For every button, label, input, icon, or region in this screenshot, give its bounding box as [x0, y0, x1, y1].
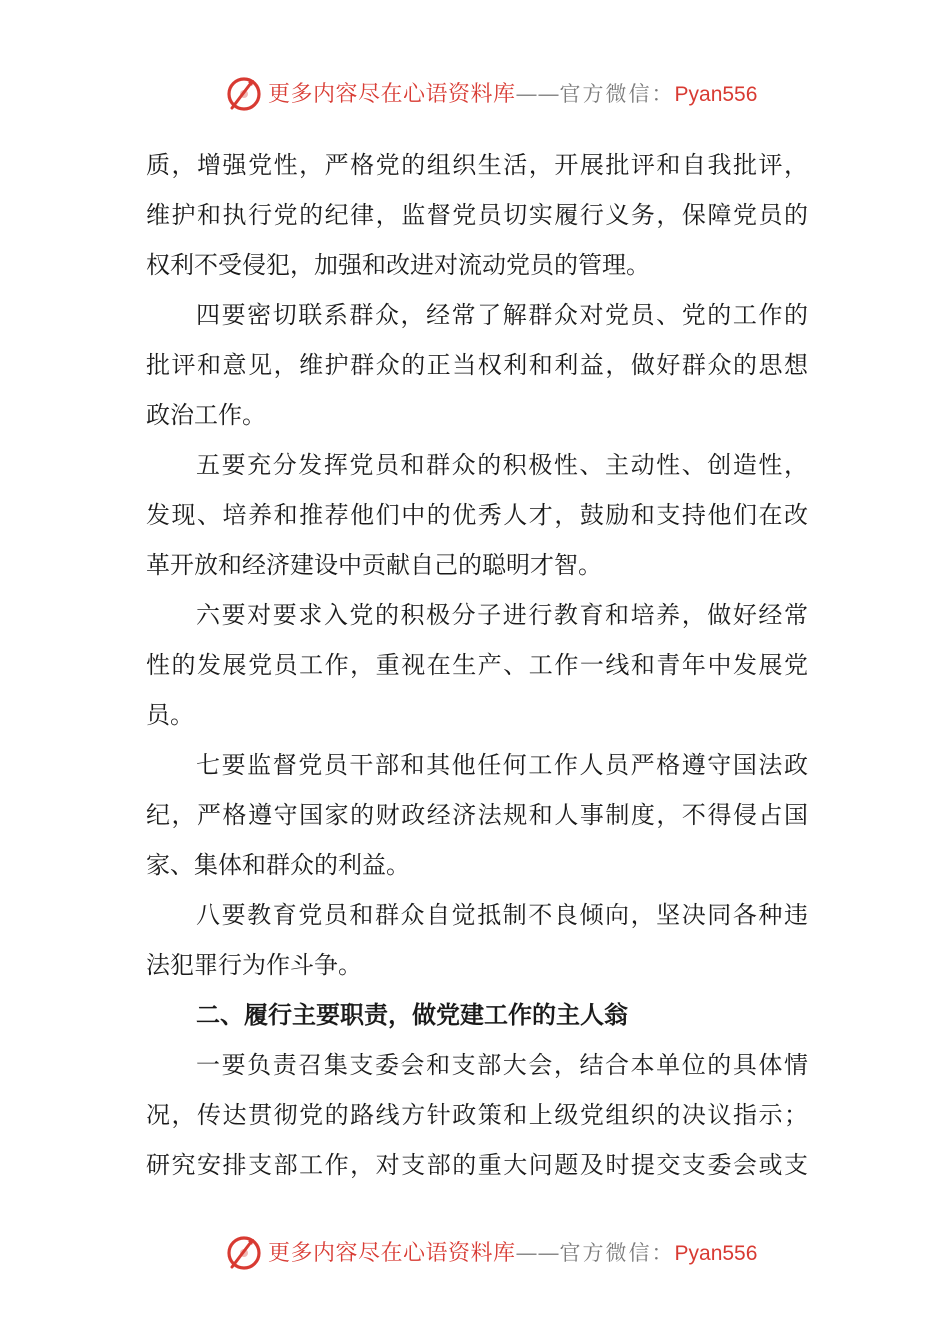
text-line: 权利不受侵犯，加强和改进对流动党员的管理。 [146, 251, 650, 279]
pen-circle-logo-icon [224, 1233, 264, 1273]
header-watermark [0, 72, 950, 116]
text-line: 批评和意见，维护群众的正当权利和利益，做好群众的思想 [146, 351, 808, 379]
banner-wechat-label: 官方微信： [559, 1241, 675, 1265]
banner-wechat-id: Pyan556 [674, 1242, 758, 1265]
text-line: 四要密切联系群众，经常了解群众对党员、党的工作的 [196, 301, 808, 329]
pen-circle-logo-icon [224, 74, 264, 114]
banner-prefix: 更多内容尽在心语资料库 [268, 82, 516, 107]
text-line: 革开放和经济建设中贡献自己的聪明才智。 [146, 551, 602, 579]
text-line: 发现、培养和推荐他们中的优秀人才，鼓励和支持他们在改 [146, 501, 808, 529]
text-line: 七要监督党员干部和其他任何工作人员严格遵守国法政 [196, 751, 808, 779]
text-line: 八要教育党员和群众自觉抵制不良倾向，坚决同各种违 [196, 901, 808, 929]
banner-wechat-label: 官方微信： [559, 82, 675, 106]
document-body [146, 140, 808, 1190]
text-line: 五要充分发挥党员和群众的积极性、主动性、创造性， [196, 451, 808, 479]
text-line: 法犯罪行为作斗争。 [146, 951, 362, 979]
text-line: 维护和执行党的纪律，监督党员切实履行义务，保障党员的 [146, 201, 808, 229]
section-heading: 二、履行主要职责，做党建工作的主人翁 [196, 1001, 628, 1029]
text-line: 家、集体和群众的利益。 [146, 851, 410, 879]
text-line: 研究安排支部工作，对支部的重大问题及时提交支委会或支 [146, 1151, 808, 1179]
banner-prefix: 更多内容尽在心语资料库 [268, 1241, 516, 1266]
text-line: 纪，严格遵守国家的财政经济法规和人事制度，不得侵占国 [146, 801, 808, 829]
text-line: 质，增强党性，严格党的组织生活，开展批评和自我批评， [146, 151, 808, 179]
text-line: 政治工作。 [146, 401, 266, 429]
text-line: 况，传达贯彻党的路线方针政策和上级党组织的决议指示； [146, 1101, 808, 1129]
text-line: 六要对要求入党的积极分子进行教育和培养，做好经常 [196, 601, 808, 629]
text-line: 一要负责召集支委会和支部大会，结合本单位的具体情 [196, 1051, 808, 1079]
banner-wechat-id: Pyan556 [674, 83, 758, 106]
text-line: 员。 [146, 701, 194, 729]
banner-dash: —— [515, 1241, 560, 1266]
banner-dash: —— [515, 82, 560, 107]
footer-watermark [0, 1231, 950, 1275]
text-line: 性的发展党员工作，重视在生产、工作一线和青年中发展党 [146, 651, 808, 679]
